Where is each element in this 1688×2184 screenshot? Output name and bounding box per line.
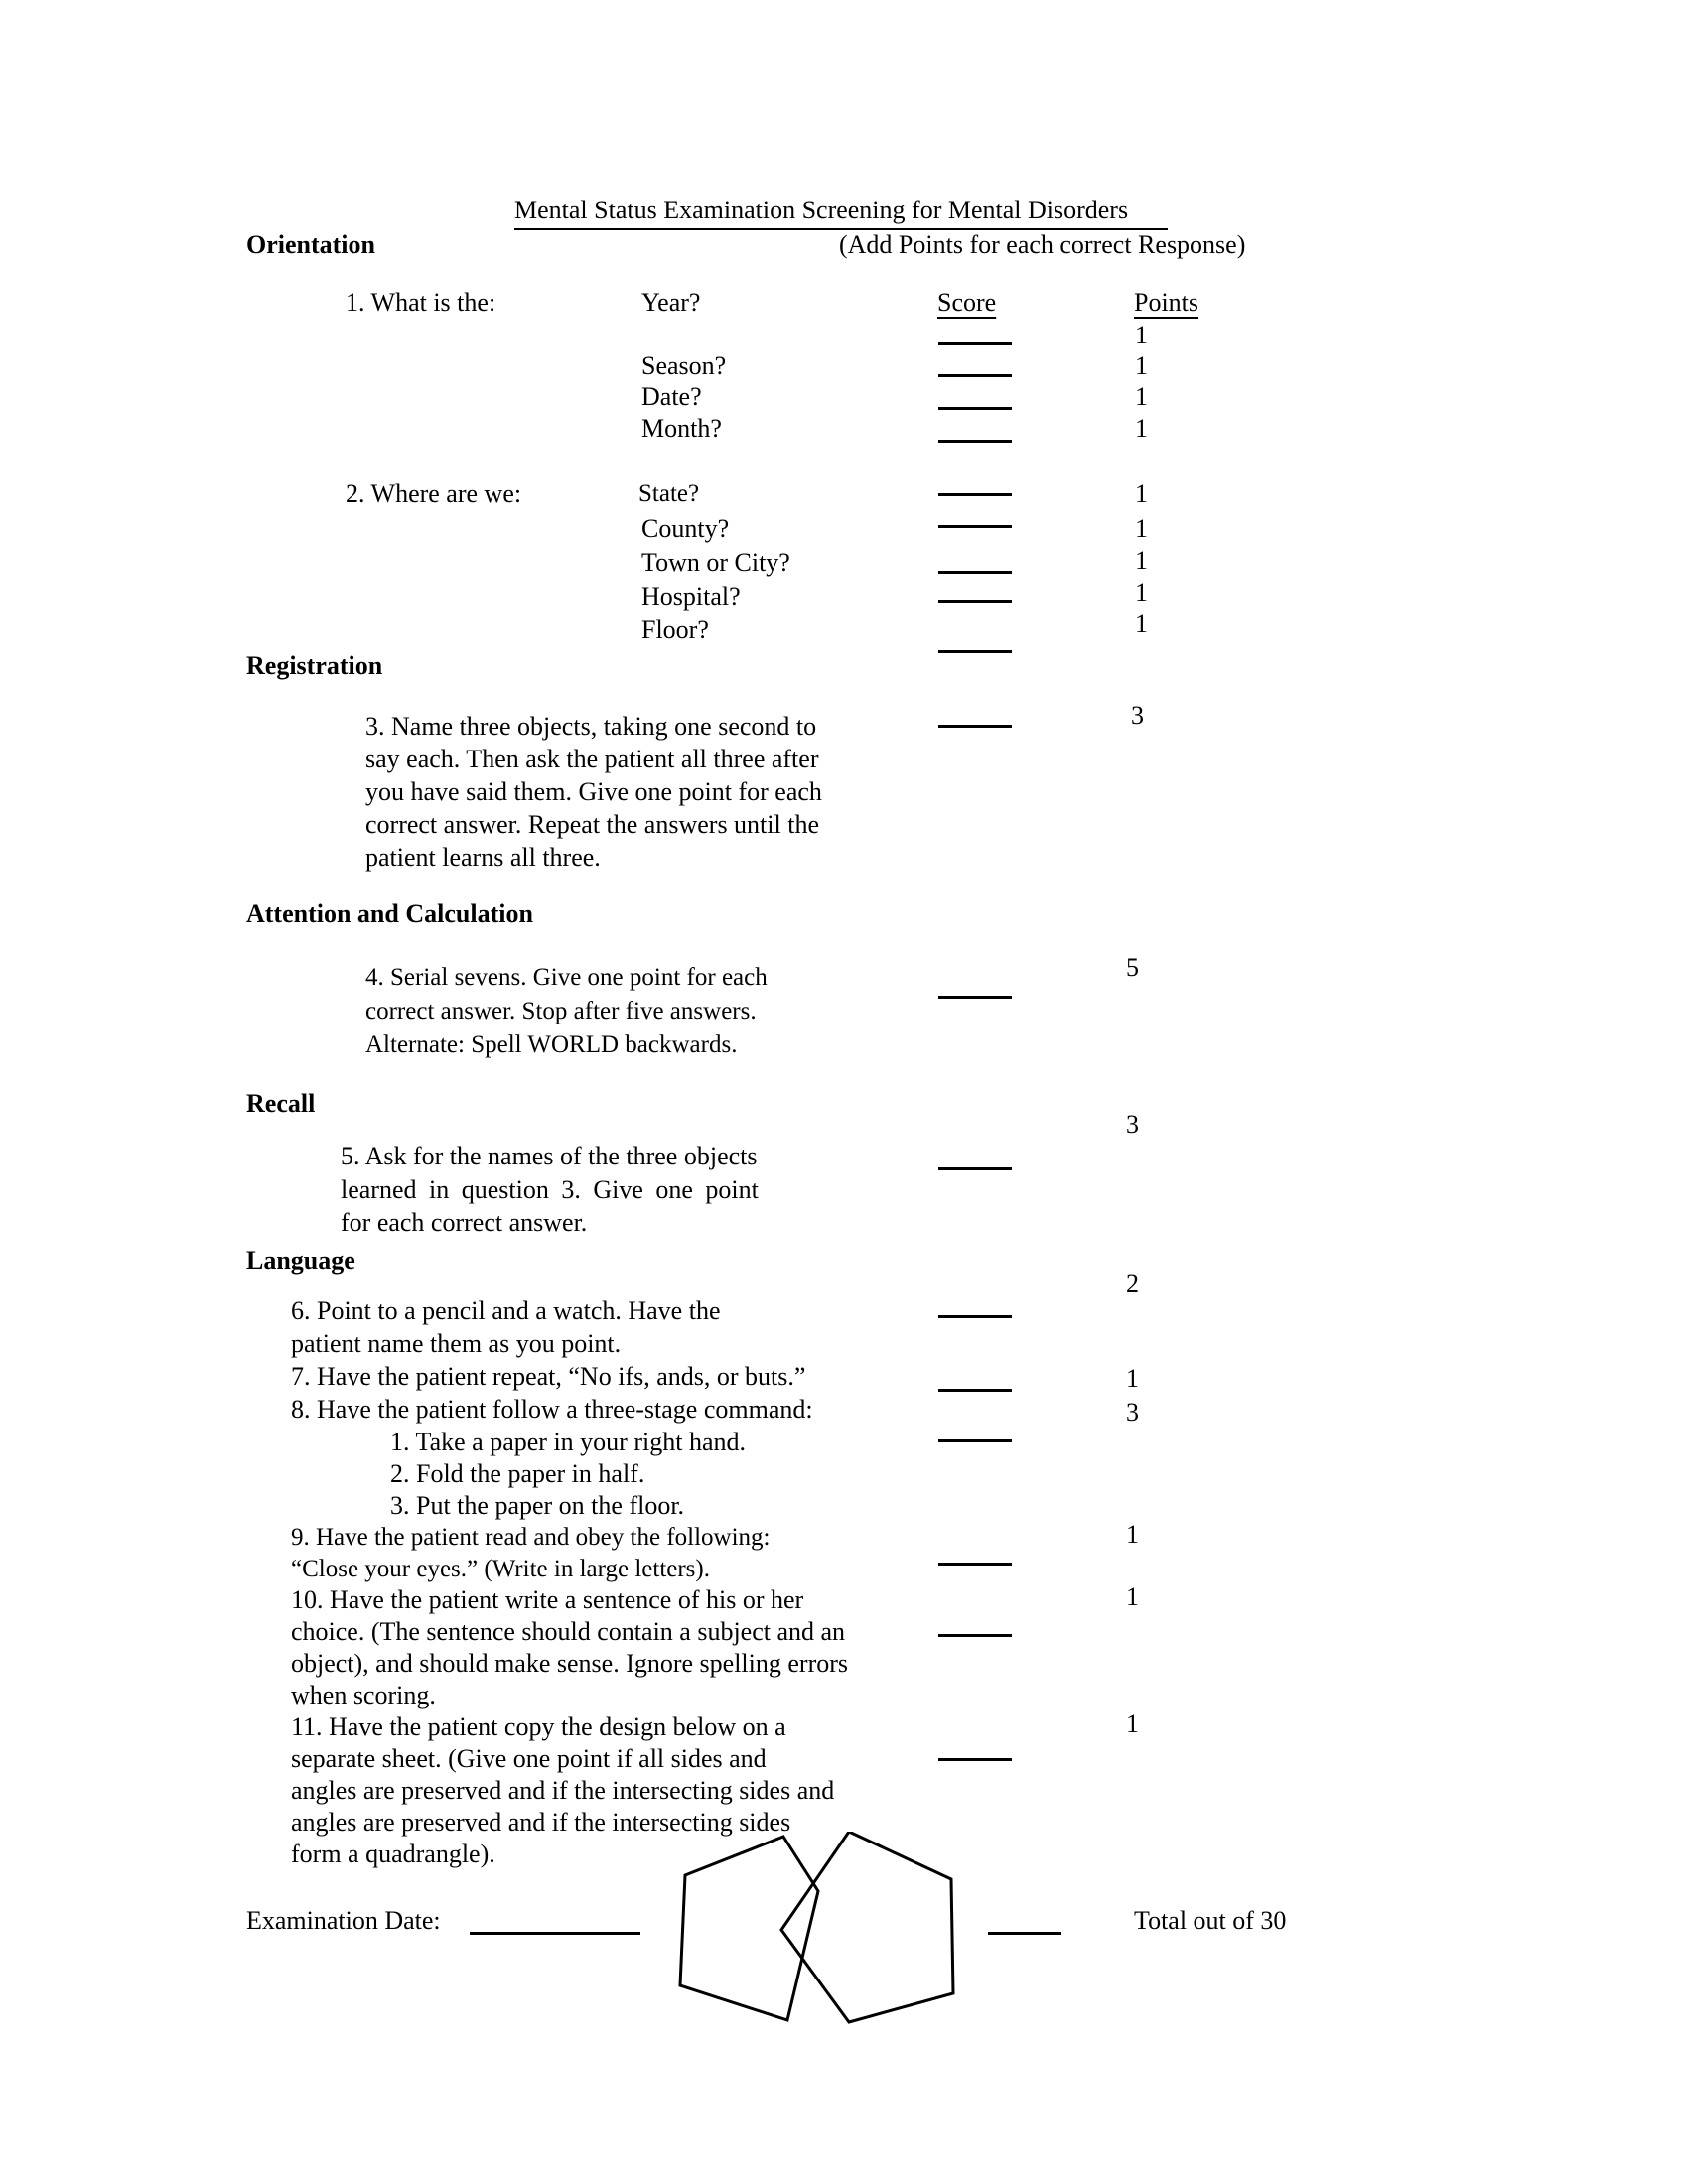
q3-line: correct answer. Repeat the answers until the [365,810,819,839]
q2-item-town-or-city: Town or City? [641,548,790,577]
q3-line: you have said them. Give one point for each [365,777,822,806]
section-heading-registration: Registration [246,651,383,680]
q2-state-score-blank[interactable] [938,493,1012,496]
q3-line: 3. Name three objects, taking one second to [365,712,817,741]
q5-line: learned in question 3. Give one point [341,1175,759,1204]
section-heading-orientation: Orientation [246,230,375,259]
q7-points: 1 [1126,1364,1139,1393]
q1-date-points: 1 [1135,382,1148,411]
q11-line: angles are preserved and if the intersecting sides [291,1808,791,1837]
q4-score-blank[interactable] [938,996,1012,999]
q5-score-blank[interactable] [938,1167,1012,1170]
q9-points: 1 [1126,1520,1139,1549]
q1-season-score-blank[interactable] [938,374,1012,377]
q2-item-hospital: Hospital? [641,582,741,611]
section-heading-attention: Attention and Calculation [246,899,533,928]
q2-county-points: 1 [1135,514,1148,543]
q4-line: Alternate: Spell WORLD backwards. [365,1031,738,1058]
left-pentagon [680,1837,818,2020]
score-column-header: Score [937,288,997,317]
q2-county-score-blank[interactable] [938,525,1012,528]
q4-line: correct answer. Stop after five answers. [365,998,757,1024]
q6-line: patient name them as you point. [291,1329,622,1358]
q10-line: 10. Have the patient write a sentence of his or her [291,1585,804,1614]
q9-line: “Close your eyes.” (Write in large letters). [291,1556,710,1582]
q8-step: 2. Fold the paper in half. [390,1459,645,1488]
q1-item-date: Date? [641,382,702,411]
examination-date-blank[interactable] [470,1932,640,1935]
q8-step: 1. Take a paper in your right hand. [390,1428,746,1456]
scoring-instruction: (Add Points for each correct Response) [839,230,1246,259]
question-2-prompt: 2. Where are we: [346,479,522,508]
q6-points: 2 [1126,1269,1139,1297]
q10-line: object), and should make sense. Ignore spelling errors [291,1649,849,1678]
q2-state-points: 1 [1135,479,1148,508]
q2-item-county: County? [641,514,730,543]
q6-score-blank[interactable] [938,1315,1012,1318]
q8-line: 8. Have the patient follow a three-stage command: [291,1395,813,1424]
q8-step: 3. Put the paper on the floor. [390,1491,685,1520]
q11-score-blank[interactable] [938,1758,1012,1761]
q2-item-state: State? [638,480,700,507]
q1-item-season: Season? [641,351,727,380]
q11-points: 1 [1126,1709,1139,1738]
q2-hospital-points: 1 [1135,578,1148,607]
q9-score-blank[interactable] [938,1563,1012,1566]
q5-points: 3 [1126,1110,1139,1139]
q9-line: 9. Have the patient read and obey the following: [291,1524,771,1551]
total-score-blank[interactable] [988,1932,1061,1935]
q5-line: for each correct answer. [341,1208,588,1237]
q1-month-score-blank[interactable] [938,440,1012,443]
q1-year-points: 1 [1135,321,1148,349]
q1-month-points: 1 [1135,414,1148,443]
examination-date-label: Examination Date: [246,1906,441,1935]
q11-line: form a quadrangle). [291,1840,495,1868]
q1-item-year: Year? [641,288,701,317]
q3-line: patient learns all three. [365,843,601,872]
q2-floor-score-blank[interactable] [938,650,1012,653]
q2-town-score-blank[interactable] [938,571,1012,574]
page-title: Mental Status Examination Screening for Mental Disorders [514,196,1129,224]
q10-line: choice. (The sentence should contain a subject and an [291,1617,846,1646]
right-pentagon [781,1832,953,2022]
q1-date-score-blank[interactable] [938,407,1012,410]
intersecting-pentagons-design [675,1832,963,2050]
q5-line: 5. Ask for the names of the three objects [341,1142,758,1170]
q2-hospital-score-blank[interactable] [938,600,1012,603]
q8-points: 3 [1126,1398,1139,1427]
q11-line: angles are preserved and if the intersecting sides and [291,1776,835,1805]
q7-score-blank[interactable] [938,1389,1012,1392]
points-column-header: Points [1134,288,1199,317]
q11-line: 11. Have the patient copy the design below on a [291,1712,786,1741]
section-heading-language: Language [246,1246,355,1275]
q2-floor-points: 1 [1135,610,1148,638]
q2-town-points: 1 [1135,546,1148,575]
q4-line: 4. Serial sevens. Give one point for each [365,964,768,991]
question-1-prompt: 1. What is the: [346,288,496,317]
q6-line: 6. Point to a pencil and a watch. Have the [291,1297,721,1325]
section-heading-recall: Recall [246,1089,316,1118]
q7-line: 7. Have the patient repeat, “No ifs, ands, or buts.” [291,1362,806,1391]
total-out-of-30-label: Total out of 30 [1134,1906,1287,1935]
q4-points: 5 [1126,953,1139,982]
q1-year-score-blank[interactable] [938,342,1012,345]
q3-points: 3 [1131,701,1144,730]
q2-item-floor: Floor? [641,615,709,644]
q1-season-points: 1 [1135,351,1148,380]
q3-score-blank[interactable] [938,725,1012,728]
q11-line: separate sheet. (Give one point if all sides and [291,1744,767,1773]
q8-score-blank[interactable] [938,1439,1012,1442]
q10-score-blank[interactable] [938,1634,1012,1637]
q10-points: 1 [1126,1582,1139,1611]
q3-line: say each. Then ask the patient all three after [365,745,819,773]
q1-item-month: Month? [641,414,722,443]
q10-line: when scoring. [291,1681,436,1709]
